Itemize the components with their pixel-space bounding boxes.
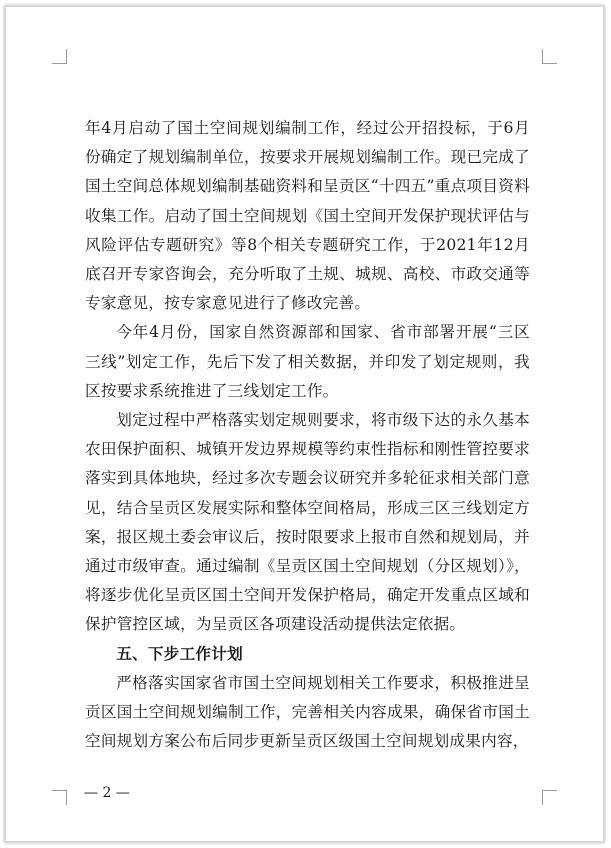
- paragraph-three-zones: 今年4月份，国家自然资源部和国家、省市部署开展“三区三线”划定工作，先后下发了相关数据，并印发了划定规则，我区按要求系统推进了三线划定工作。: [85, 323, 530, 400]
- crop-mark-bottom-right: [542, 790, 557, 805]
- document-body: [85, 114, 530, 756]
- page-number: — 2 —: [84, 785, 130, 801]
- crop-mark-top-left: [52, 49, 67, 64]
- crop-mark-bottom-left: [52, 790, 67, 805]
- paragraph-next-steps: 严格落实国家省市国土空间规划相关工作要求，积极推进呈贡区国土空间规划编制工作，完善相关内容成果，确保省市国土空间规划方案公布后同步更新呈贡区级国土空间规划成果内容，: [85, 673, 530, 751]
- paragraph-delineation-process: 划定过程中严格落实划定规则要求，将市级下达的永久基本农田保护面积、城镇开发边界规模等约束性指标和刚性管控要求落实到具体地块，经过多次专题会议研究并多轮征求相关部门意见，结合呈贡区发展实际和整体空间格局，形成三区三线划定方案，报区规土委会审议后，按时限要求上报市自然和规划局，并通过市级审查。通过编制《呈贡区国土空间规划（分区规划）》，将逐步优化呈贡区国土空间开发保护格局，确定开发重点区域和保护管控区域，为呈贡区各项建设活动提供法定依据。: [85, 411, 530, 634]
- section-heading: 五、下步工作计划: [116, 644, 243, 663]
- paragraph-continuation: 年4月启动了国土空间规划编制工作，经过公开招投标，于6月份确定了规划编制单位，按要求开展规划编制工作。现已完成了国土空间总体规划编制基础资料和呈贡区“十四五”重点项目资料收集工作。启动了国土空间规划《国土空间开发保护现状评估与风险评估专题研究》等8个相关专题研究工作，于2021年12月底召开专家咨询会，充分听取了土规、城规、高校、市政交通等专家意见，按专家意见进行了修改完善。: [85, 119, 530, 313]
- crop-mark-top-right: [542, 49, 557, 64]
